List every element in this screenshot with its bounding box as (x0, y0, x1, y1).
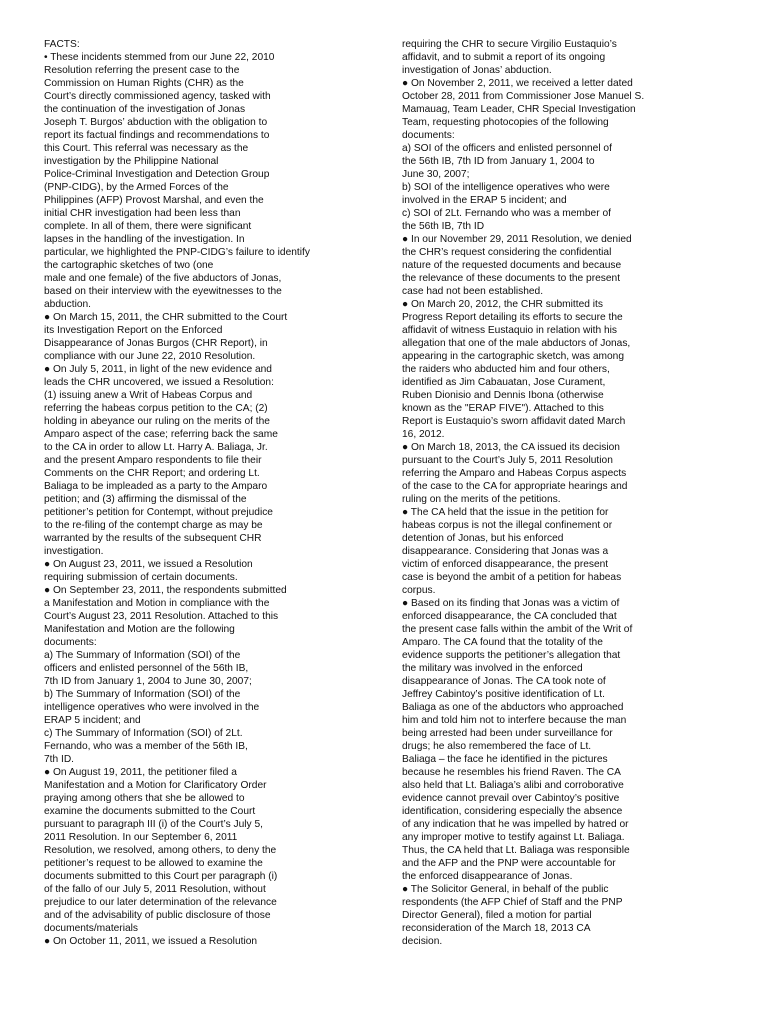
text-line: ERAP 5 incident; and (44, 715, 141, 726)
text-line: ● On March 18, 2013, the CA issued its decision (402, 442, 620, 453)
text-line: warranted by the results of the subsequent CHR (44, 533, 262, 544)
text-line: documents/materials (44, 923, 138, 934)
text-line: Thus, the CA held that Lt. Baliaga was responsible (402, 845, 630, 856)
right-column (402, 38, 722, 948)
text-line: October 28, 2011 from Commissioner Jose Manuel S. (402, 91, 645, 102)
text-line: of the case to the CA for appropriate hearings and (402, 481, 628, 492)
text-line: ● The Solicitor General, in behalf of the public (402, 884, 609, 895)
text-line: leads the CHR uncovered, we issued a Resolution: (44, 377, 274, 388)
text-line: the continuation of the investigation of Jonas (44, 104, 246, 115)
text-line: abduction. (44, 299, 92, 310)
text-line: petitioner’s request to be allowed to examine the (44, 858, 263, 869)
text-line: ● Based on its finding that Jonas was a victim of (402, 598, 620, 609)
text-line: b) SOI of the intelligence operatives who were (402, 182, 610, 193)
text-line: case had not been established. (402, 286, 544, 297)
text-line: him and told him not to interfere because the man (402, 715, 627, 726)
text-line: Director General), filed a motion for partial (402, 910, 592, 921)
text-line: Commission on Human Rights (CHR) as the (44, 78, 244, 89)
text-line: 7th ID from January 1, 2004 to June 30, 2007; (44, 676, 252, 687)
text-line: petitioner’s petition for Contempt, without prejudice (44, 507, 273, 518)
text-line: referring the Amparo and Habeas Corpus aspects (402, 468, 627, 479)
text-line: male and one female) of the five abductors of Jonas, (44, 273, 282, 284)
text-line: and the present Amparo respondents to file their (44, 455, 262, 466)
text-line: drugs; he also remembered the face of Lt. (402, 741, 592, 752)
text-line: lapses in the handling of the investigation. In (44, 234, 245, 245)
text-line: examine the documents submitted to the Court (44, 806, 256, 817)
text-line: the cartographic sketches of two (one (44, 260, 214, 271)
text-line: officers and enlisted personnel of the 56th IB, (44, 663, 249, 674)
text-line: affidavit of witness Eustaquio in relation with his (402, 325, 617, 336)
text-line: ● On August 23, 2011, we issued a Resolution (44, 559, 253, 570)
text-line: enforced disappearance, the CA concluded that (402, 611, 617, 622)
text-line: investigation of Jonas’ abduction. (402, 65, 552, 76)
text-line: (1) issuing anew a Writ of Habeas Corpus and (44, 390, 253, 401)
text-line: particular, we highlighted the PNP-CIDG’s failure to identify (44, 247, 310, 258)
text-line: ● On March 20, 2012, the CHR submitted its (402, 299, 603, 310)
text-line: ● On October 11, 2011, we issued a Resolution (44, 936, 258, 947)
text-line: detention of Jonas, but his enforced (402, 533, 564, 544)
text-line: the enforced disappearance of Jonas. (402, 871, 573, 882)
text-line: holding in abeyance our ruling on the merits of the (44, 416, 270, 427)
text-line: the 56th IB, 7th ID (402, 221, 485, 232)
text-line: Amparo. The CA found that the totality of the (402, 637, 603, 648)
text-line: 2011 Resolution. In our September 6, 2011 (44, 832, 238, 843)
text-line: Ruben Dionisio and Dennis Ibona (otherwise (402, 390, 604, 401)
text-line: pursuant to paragraph III (i) of the Court’s July 5, (44, 819, 263, 830)
text-line: decision. (402, 936, 443, 947)
text-line: Report is Eustaquio’s sworn affidavit dated March (402, 416, 626, 427)
text-line: reconsideration of the March 18, 2013 CA (402, 923, 591, 934)
text-line: 7th ID. (44, 754, 75, 765)
text-line: report its factual findings and recommendations to (44, 130, 270, 141)
text-line: intelligence operatives who were involved in the (44, 702, 260, 713)
text-line: and the AFP and the PNP were accountable for (402, 858, 616, 869)
text-line: to the re-filing of the contempt charge as may be (44, 520, 263, 531)
text-line: b) The Summary of Information (SOI) of the (44, 689, 241, 700)
text-line: documents submitted to this Court per paragraph (i) (44, 871, 278, 882)
text-line: the military was involved in the enforced (402, 663, 583, 674)
text-line: based on their interview with the eyewitnesses to the (44, 286, 282, 297)
text-line: ● The CA held that the issue in the petition for (402, 507, 609, 518)
text-line: ● On November 2, 2011, we received a letter dated (402, 78, 633, 89)
text-line: identified as Jim Cabauatan, Jose Curament, (402, 377, 606, 388)
text-line: prejudice to our later determination of the relevance (44, 897, 277, 908)
text-line: evidence supports the petitioner’s allegation that (402, 650, 621, 661)
text-line: complete. In all of them, there were significant (44, 221, 252, 232)
text-line: nature of the requested documents and because (402, 260, 622, 271)
text-line: identification, considering especially the absence (402, 806, 623, 817)
text-line: corpus. (402, 585, 436, 596)
text-line: petition; and (3) affirming the dismissal of the (44, 494, 247, 505)
text-line: a) SOI of the officers and enlisted personnel of (402, 143, 612, 154)
text-line: of any indication that he was impelled by hatred or (402, 819, 629, 830)
text-line: FACTS: (44, 39, 80, 50)
text-line: appearing in the cartographic sketch, was among (402, 351, 624, 362)
text-line: the relevance of these documents to the present (402, 273, 621, 284)
text-line: ● In our November 29, 2011 Resolution, we denied (402, 234, 632, 245)
text-line: allegation that one of the male abductors of Jonas, (402, 338, 631, 349)
text-line: c) SOI of 2Lt. Fernando who was a member of (402, 208, 611, 219)
text-line: ● On July 5, 2011, in light of the new evidence and (44, 364, 272, 375)
text-line: 16, 2012. (402, 429, 445, 440)
text-line: Jeffrey Cabintoy’s positive identification of Lt. (402, 689, 605, 700)
text-line: Police-Criminal Investigation and Detection Group (44, 169, 270, 180)
text-line: disappearance of Jonas. The CA took note of (402, 676, 606, 687)
text-line: June 30, 2007; (402, 169, 470, 180)
text-line: victim of enforced disappearance, the present (402, 559, 609, 570)
text-line: Manifestation and a Motion for Clarificatory Order (44, 780, 267, 791)
text-line: referring the habeas corpus petition to the CA; (2) (44, 403, 268, 414)
text-line: Baliaga – the face he identified in the pictures (402, 754, 608, 765)
text-line: the CHR’s request considering the confidential (402, 247, 612, 258)
text-line: disappearance. Considering that Jonas was a (402, 546, 609, 557)
text-line: involved in the ERAP 5 incident; and (402, 195, 567, 206)
text-line: praying among others that she be allowed to (44, 793, 245, 804)
text-line: evidence cannot prevail over Cabintoy’s positive (402, 793, 620, 804)
text-line: any improper motive to testify against Lt. Baliaga. (402, 832, 625, 843)
text-line: Court’s August 23, 2011 Resolution. Attached to this (44, 611, 279, 622)
text-line: (PNP-CIDG), by the Armed Forces of the (44, 182, 229, 193)
text-line: Progress Report detailing its efforts to secure the (402, 312, 623, 323)
text-line: documents: (44, 637, 97, 648)
text-line: investigation. (44, 546, 104, 557)
text-line: also held that Lt. Baliaga’s alibi and corroborative (402, 780, 624, 791)
text-line: habeas corpus is not the illegal confinement or (402, 520, 613, 531)
text-line: a Manifestation and Motion in compliance with the (44, 598, 270, 609)
text-line: Fernando, who was a member of the 56th IB, (44, 741, 248, 752)
text-line: pursuant to the Court’s July 5, 2011 Resolution (402, 455, 613, 466)
text-line: known as the "ERAP FIVE"). Attached to this (402, 403, 604, 414)
text-line: case is beyond the ambit of a petition for habeas (402, 572, 622, 583)
text-line: Amparo aspect of the case; referring back the same (44, 429, 278, 440)
text-line: requiring submission of certain documents. (44, 572, 238, 583)
text-line: Disappearance of Jonas Burgos (CHR Report), in (44, 338, 268, 349)
text-line: c) The Summary of Information (SOI) of 2Lt. (44, 728, 243, 739)
text-line: Baliaga to be impleaded as a party to the Amparo (44, 481, 268, 492)
text-line: affidavit, and to submit a report of its ongoing (402, 52, 606, 63)
text-line: ● On March 15, 2011, the CHR submitted to the Court (44, 312, 288, 323)
text-line: Philippines (AFP) Provost Marshal, and even the (44, 195, 264, 206)
text-line: the present case falls within the ambit of the Writ of (402, 624, 633, 635)
text-line: compliance with our June 22, 2010 Resolution. (44, 351, 256, 362)
text-line: Comments on the CHR Report; and ordering Lt. (44, 468, 260, 479)
text-line: initial CHR investigation had been less than (44, 208, 241, 219)
text-line: Manifestation and Motion are the following (44, 624, 235, 635)
text-line: Baliaga as one of the abductors who approached (402, 702, 624, 713)
text-line: Team, requesting photocopies of the following (402, 117, 609, 128)
text-line: its Investigation Report on the Enforced (44, 325, 223, 336)
text-line: this Court. This referral was necessary as the (44, 143, 249, 154)
text-line: the 56th IB, 7th ID from January 1, 2004 to (402, 156, 595, 167)
text-line: of the fallo of our July 5, 2011 Resolution, without (44, 884, 266, 895)
text-line: because he resembles his friend Raven. The CA (402, 767, 621, 778)
text-line: being arrested had been under surveillance for (402, 728, 613, 739)
text-line: Court’s directly commissioned agency, tasked with (44, 91, 271, 102)
text-line: ● On September 23, 2011, the respondents submitted (44, 585, 287, 596)
text-line: • These incidents stemmed from our June 22, 2010 (44, 52, 275, 63)
left-column (44, 38, 372, 948)
text-line: a) The Summary of Information (SOI) of the (44, 650, 241, 661)
text-line: investigation by the Philippine National (44, 156, 219, 167)
text-line: Mamauag, Team Leader, CHR Special Investigation (402, 104, 636, 115)
text-line: ● On August 19, 2011, the petitioner filed a (44, 767, 237, 778)
text-line: the raiders who abducted him and four others, (402, 364, 610, 375)
text-line: ruling on the merits of the petitions. (402, 494, 561, 505)
text-line: and of the advisability of public disclosure of those (44, 910, 271, 921)
text-line: to the CA in order to allow Lt. Harry A. Baliaga, Jr. (44, 442, 268, 453)
text-line: requiring the CHR to secure Virgilio Eustaquio’s (402, 39, 617, 50)
text-line: Joseph T. Burgos’ abduction with the obligation to (44, 117, 268, 128)
text-line: documents: (402, 130, 455, 141)
text-line: Resolution, we resolved, among others, to deny the (44, 845, 277, 856)
text-line: respondents (the AFP Chief of Staff and the PNP (402, 897, 623, 908)
text-line: Resolution referring the present case to the (44, 65, 240, 76)
